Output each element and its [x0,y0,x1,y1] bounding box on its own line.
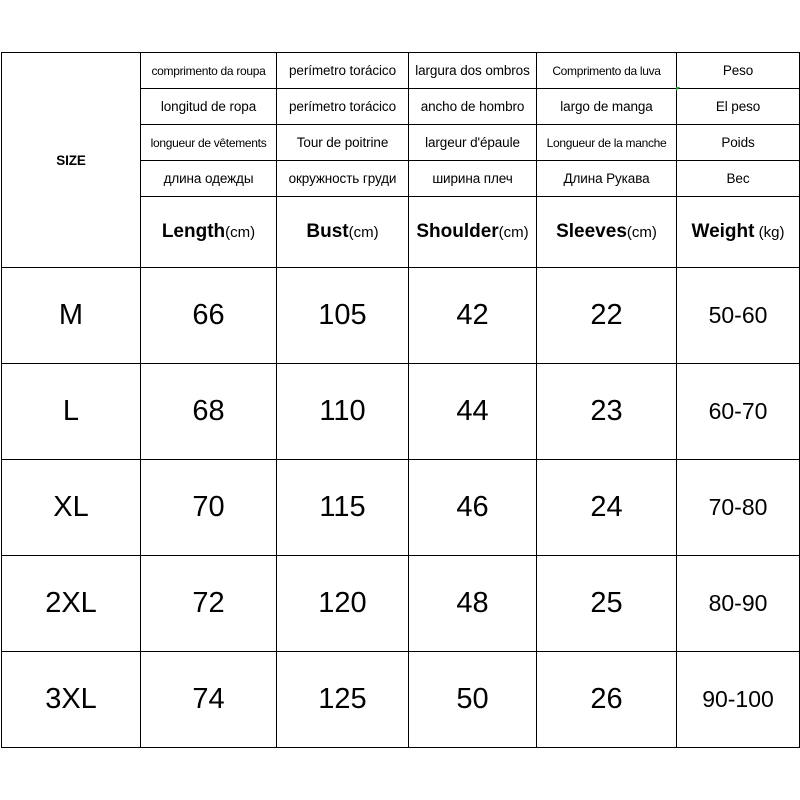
header-ru-weight: Вес [677,161,800,197]
size-chart-table [1,52,800,748]
table-row [2,652,800,748]
header-sleeves-name: Sleeves [556,221,627,242]
header-fr-weight: Poids [677,125,800,161]
header-es-sleeves: largo de manga [537,89,677,125]
size-cell: L [2,364,141,460]
header-pt-length: comprimento da roupa [141,53,277,89]
length-cell: 70 [141,460,277,556]
length-cell: 72 [141,556,277,652]
weight-cell: 80-90 [677,556,800,652]
header-length-name: Length [161,221,226,242]
shoulder-cell: 48 [409,556,537,652]
cell-marker-icon [676,87,680,91]
size-column-header: SIZE [2,53,141,268]
sleeves-cell: 24 [537,460,677,556]
size-cell: 2XL [2,556,141,652]
header-sleeves-unit: (cm) [626,224,657,241]
header-ru-bust: окружность груди [277,161,409,197]
size-cell: M [2,268,141,364]
sleeves-cell: 22 [537,268,677,364]
weight-cell: 50-60 [677,268,800,364]
header-es-bust: perímetro torácico [277,89,409,125]
header-shoulder-unit: (cm) [498,224,529,241]
header-bust-unit: (cm) [348,224,379,241]
sleeves-cell: 25 [537,556,677,652]
translation-row-portuguese [2,53,800,89]
header-shoulder [409,197,537,268]
length-cell: 74 [141,652,277,748]
header-ru-length: длина одежды [141,161,277,197]
header-bust-name: Bust [306,221,349,242]
weight-cell: 60-70 [677,364,800,460]
size-cell: 3XL [2,652,141,748]
weight-cell: 90-100 [677,652,800,748]
header-length [141,197,277,268]
bust-cell: 110 [277,364,409,460]
length-cell: 68 [141,364,277,460]
table-row [2,268,800,364]
header-es-weight: El peso [677,89,800,125]
size-cell: XL [2,460,141,556]
shoulder-cell: 50 [409,652,537,748]
sleeves-cell: 26 [537,652,677,748]
header-weight-name: Weight [691,221,755,242]
bust-cell: 105 [277,268,409,364]
header-ru-shoulder: ширина плеч [409,161,537,197]
header-shoulder-name: Shoulder [416,221,499,242]
bust-cell: 125 [277,652,409,748]
shoulder-cell: 42 [409,268,537,364]
table-row [2,460,800,556]
header-length-unit: (cm) [225,224,256,241]
header-weight-unit: (kg) [754,224,785,241]
length-cell: 66 [141,268,277,364]
table-row [2,364,800,460]
shoulder-cell: 44 [409,364,537,460]
header-pt-shoulder: largura dos ombros [409,53,537,89]
header-fr-shoulder: largeur d'épaule [409,125,537,161]
header-fr-length: longueur de vêtements [141,125,277,161]
header-weight [677,197,800,268]
header-pt-bust: perímetro torácico [277,53,409,89]
header-es-length: longitud de ropa [141,89,277,125]
header-ru-sleeves: Длина Рукава [537,161,677,197]
header-es-shoulder: ancho de hombro [409,89,537,125]
bust-cell: 115 [277,460,409,556]
bust-cell: 120 [277,556,409,652]
table-row [2,556,800,652]
header-pt-sleeves: Comprimento da luva [537,53,677,89]
header-bust [277,197,409,268]
sleeves-cell: 23 [537,364,677,460]
header-fr-sleeves: Longueur de la manche [537,125,677,161]
header-fr-bust: Tour de poitrine [277,125,409,161]
weight-cell: 70-80 [677,460,800,556]
header-pt-weight: Peso [677,53,800,89]
shoulder-cell: 46 [409,460,537,556]
header-sleeves [537,197,677,268]
